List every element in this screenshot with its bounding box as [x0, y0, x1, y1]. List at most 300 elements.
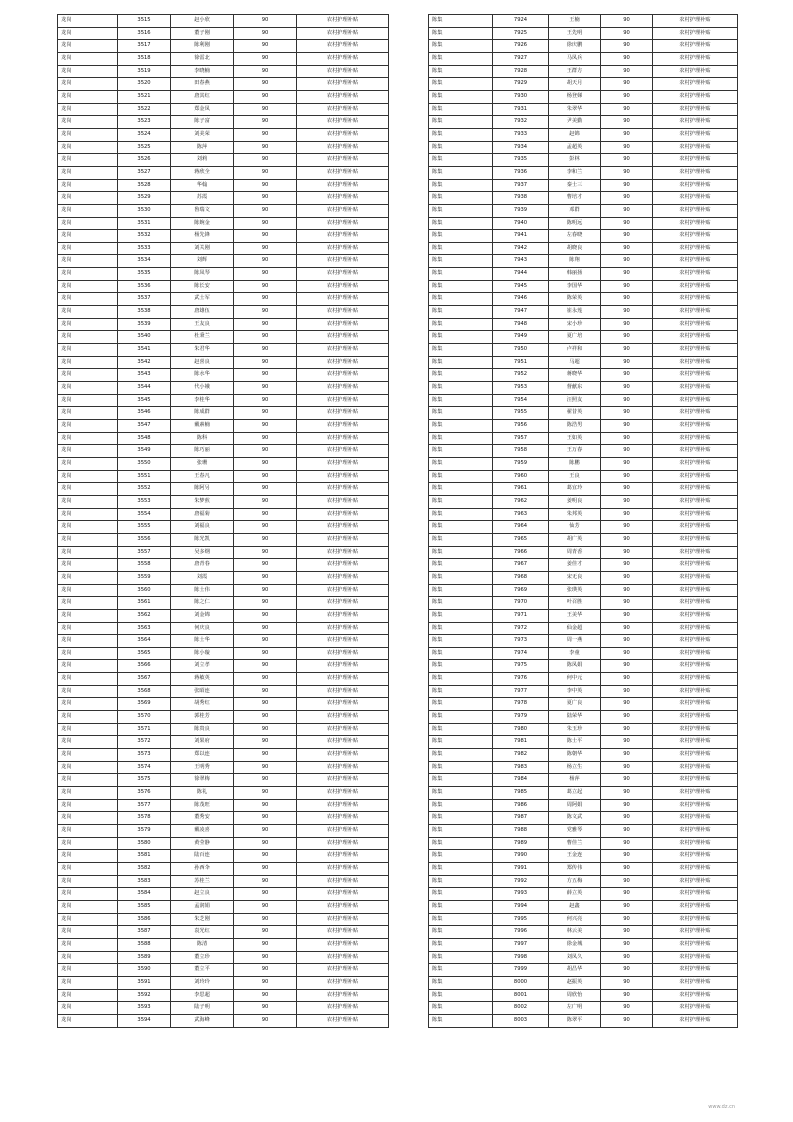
- right-table-row: [429, 280, 738, 293]
- name-cell: 鲁瑞文: [171, 204, 234, 217]
- right-table-row: [429, 483, 738, 496]
- amount-cell: 90: [234, 344, 297, 357]
- left-table-row: [58, 609, 389, 622]
- subsidy-type-cell: 农村护理补贴: [653, 926, 738, 939]
- amount-cell: 90: [234, 268, 297, 281]
- right-table-row: [429, 850, 738, 863]
- name-cell: 蒋敏英: [171, 673, 234, 686]
- left-table-row: [58, 293, 389, 306]
- name-cell: 夏广培: [549, 331, 601, 344]
- serial-number-cell: 3535: [118, 268, 171, 281]
- right-table-row: [429, 116, 738, 129]
- amount-cell: 90: [234, 382, 297, 395]
- subsidy-type-cell: 农村护理补贴: [297, 913, 389, 926]
- serial-number-cell: 7941: [493, 230, 549, 243]
- amount-cell: 90: [601, 204, 653, 217]
- subsidy-type-cell: 农村护理补贴: [297, 293, 389, 306]
- district-cell: 龙岗: [58, 787, 118, 800]
- district-cell: 龙岗: [58, 166, 118, 179]
- amount-cell: 90: [601, 951, 653, 964]
- serial-number-cell: 7945: [493, 280, 549, 293]
- district-cell: 龙岗: [58, 799, 118, 812]
- subsidy-type-cell: 农村护理补贴: [297, 166, 389, 179]
- subsidy-type-cell: 农村护理补贴: [297, 306, 389, 319]
- district-cell: 陈集: [429, 571, 493, 584]
- amount-cell: 90: [601, 27, 653, 40]
- right-table-row: [429, 1002, 738, 1015]
- district-cell: 陈集: [429, 15, 493, 28]
- amount-cell: 90: [234, 457, 297, 470]
- serial-number-cell: 7999: [493, 964, 549, 977]
- district-cell: 陈集: [429, 951, 493, 964]
- subsidy-type-cell: 农村护理补贴: [653, 635, 738, 648]
- name-cell: 何中元: [549, 673, 601, 686]
- subsidy-type-cell: 农村护理补贴: [297, 521, 389, 534]
- name-cell: 田春燕: [171, 78, 234, 91]
- district-cell: 陈集: [429, 166, 493, 179]
- subsidy-type-cell: 农村护理补贴: [653, 65, 738, 78]
- serial-number-cell: 3580: [118, 837, 171, 850]
- left-table-row: [58, 1002, 389, 1015]
- serial-number-cell: 3517: [118, 40, 171, 53]
- amount-cell: 90: [234, 951, 297, 964]
- amount-cell: 90: [234, 255, 297, 268]
- serial-number-cell: 3578: [118, 812, 171, 825]
- district-cell: 陈集: [429, 888, 493, 901]
- amount-cell: 90: [234, 65, 297, 78]
- amount-cell: 90: [601, 850, 653, 863]
- serial-number-cell: 7938: [493, 192, 549, 205]
- district-cell: 龙岗: [58, 774, 118, 787]
- amount-cell: 90: [601, 192, 653, 205]
- left-table-row: [58, 280, 389, 293]
- name-cell: 陈翠平: [549, 1014, 601, 1027]
- subsidy-type-cell: 农村护理补贴: [297, 799, 389, 812]
- amount-cell: 90: [601, 318, 653, 331]
- amount-cell: 90: [601, 382, 653, 395]
- serial-number-cell: 3527: [118, 166, 171, 179]
- subsidy-type-cell: 农村护理补贴: [297, 635, 389, 648]
- amount-cell: 90: [234, 862, 297, 875]
- serial-number-cell: 3552: [118, 483, 171, 496]
- right-table-row: [429, 888, 738, 901]
- amount-cell: 90: [601, 116, 653, 129]
- district-cell: 龙岗: [58, 331, 118, 344]
- subsidy-type-cell: 农村护理补贴: [653, 457, 738, 470]
- name-cell: 苏霞: [171, 192, 234, 205]
- subsidy-type-cell: 农村护理补贴: [653, 521, 738, 534]
- district-cell: 陈集: [429, 40, 493, 53]
- serial-number-cell: 7987: [493, 812, 549, 825]
- name-cell: 李思超: [171, 989, 234, 1002]
- subsidy-type-cell: 农村护理补贴: [297, 154, 389, 167]
- district-cell: 龙岗: [58, 255, 118, 268]
- district-cell: 陈集: [429, 787, 493, 800]
- serial-number-cell: 7954: [493, 394, 549, 407]
- serial-number-cell: 7950: [493, 344, 549, 357]
- serial-number-cell: 3584: [118, 888, 171, 901]
- amount-cell: 90: [601, 394, 653, 407]
- left-table-row: [58, 546, 389, 559]
- serial-number-cell: 3583: [118, 875, 171, 888]
- right-table-row: [429, 407, 738, 420]
- subsidy-type-cell: 农村护理补贴: [653, 420, 738, 433]
- left-table-row: [58, 951, 389, 964]
- left-table-row: [58, 90, 389, 103]
- serial-number-cell: 7925: [493, 27, 549, 40]
- right-table-row: [429, 673, 738, 686]
- subsidy-type-cell: 农村护理补贴: [653, 242, 738, 255]
- subsidy-type-cell: 农村护理补贴: [653, 900, 738, 913]
- district-cell: 龙岗: [58, 622, 118, 635]
- amount-cell: 90: [601, 647, 653, 660]
- amount-cell: 90: [601, 584, 653, 597]
- serial-number-cell: 3591: [118, 976, 171, 989]
- amount-cell: 90: [601, 521, 653, 534]
- serial-number-cell: 7953: [493, 382, 549, 395]
- name-cell: 董立珍: [171, 951, 234, 964]
- subsidy-type-cell: 农村护理补贴: [653, 179, 738, 192]
- serial-number-cell: 3576: [118, 787, 171, 800]
- right-table-row: [429, 812, 738, 825]
- amount-cell: 90: [601, 306, 653, 319]
- subsidy-type-cell: 农村护理补贴: [653, 812, 738, 825]
- serial-number-cell: 7924: [493, 15, 549, 28]
- district-cell: 龙岗: [58, 761, 118, 774]
- serial-number-cell: 3530: [118, 204, 171, 217]
- serial-number-cell: 3546: [118, 407, 171, 420]
- serial-number-cell: 3550: [118, 457, 171, 470]
- name-cell: 李桂华: [171, 394, 234, 407]
- left-table-row: [58, 989, 389, 1002]
- district-cell: 龙岗: [58, 495, 118, 508]
- subsidy-type-cell: 农村护理补贴: [297, 609, 389, 622]
- name-cell: 孟润娟: [171, 900, 234, 913]
- amount-cell: 90: [234, 635, 297, 648]
- district-cell: 龙岗: [58, 432, 118, 445]
- serial-number-cell: 7959: [493, 457, 549, 470]
- amount-cell: 90: [234, 356, 297, 369]
- name-cell: 徐翠梅: [171, 774, 234, 787]
- left-table-row: [58, 533, 389, 546]
- amount-cell: 90: [601, 546, 653, 559]
- district-cell: 龙岗: [58, 1014, 118, 1027]
- name-cell: 唐福菊: [171, 508, 234, 521]
- right-table-row: [429, 78, 738, 91]
- serial-number-cell: 7949: [493, 331, 549, 344]
- district-cell: 龙岗: [58, 217, 118, 230]
- left-table-row: [58, 900, 389, 913]
- serial-number-cell: 3519: [118, 65, 171, 78]
- serial-number-cell: 3526: [118, 154, 171, 167]
- serial-number-cell: 8000: [493, 976, 549, 989]
- name-cell: 王先明: [549, 27, 601, 40]
- amount-cell: 90: [234, 533, 297, 546]
- district-cell: 陈集: [429, 926, 493, 939]
- subsidy-type-cell: 农村护理补贴: [297, 255, 389, 268]
- right-table-row: [429, 369, 738, 382]
- serial-number-cell: 7936: [493, 166, 549, 179]
- district-cell: 龙岗: [58, 850, 118, 863]
- district-cell: 陈集: [429, 331, 493, 344]
- subsidy-type-cell: 农村护理补贴: [653, 1002, 738, 1015]
- subsidy-type-cell: 农村护理补贴: [297, 470, 389, 483]
- subsidy-type-cell: 农村护理补贴: [653, 103, 738, 116]
- left-table-row: [58, 331, 389, 344]
- name-cell: 李童: [549, 647, 601, 660]
- right-table-row: [429, 318, 738, 331]
- district-cell: 陈集: [429, 344, 493, 357]
- district-cell: 龙岗: [58, 40, 118, 53]
- serial-number-cell: 3533: [118, 242, 171, 255]
- district-cell: 龙岗: [58, 711, 118, 724]
- district-cell: 龙岗: [58, 1002, 118, 1015]
- amount-cell: 90: [601, 217, 653, 230]
- amount-cell: 90: [234, 825, 297, 838]
- name-cell: 韩丽扬: [549, 268, 601, 281]
- district-cell: 龙岗: [58, 900, 118, 913]
- district-cell: 陈集: [429, 217, 493, 230]
- name-cell: 杨萍: [549, 774, 601, 787]
- name-cell: 唐雄伍: [171, 306, 234, 319]
- name-cell: 王群方: [549, 65, 601, 78]
- amount-cell: 90: [234, 584, 297, 597]
- name-cell: 陈婉金: [171, 217, 234, 230]
- subsidy-type-cell: 农村护理补贴: [653, 166, 738, 179]
- amount-cell: 90: [234, 787, 297, 800]
- district-cell: 陈集: [429, 27, 493, 40]
- district-cell: 陈集: [429, 900, 493, 913]
- amount-cell: 90: [234, 293, 297, 306]
- subsidy-type-cell: 农村护理补贴: [297, 217, 389, 230]
- right-table-row: [429, 230, 738, 243]
- name-cell: 陈贵良: [171, 723, 234, 736]
- amount-cell: 90: [601, 749, 653, 762]
- right-table-row: [429, 331, 738, 344]
- left-table-row: [58, 15, 389, 28]
- amount-cell: 90: [234, 280, 297, 293]
- name-cell: 周欣怡: [549, 989, 601, 1002]
- right-table-row: [429, 15, 738, 28]
- subsidy-type-cell: 农村护理补贴: [297, 837, 389, 850]
- serial-number-cell: 7965: [493, 533, 549, 546]
- name-cell: 张瑛英: [549, 584, 601, 597]
- serial-number-cell: 3539: [118, 318, 171, 331]
- right-table-row: [429, 52, 738, 65]
- name-cell: 葛立起: [549, 787, 601, 800]
- district-cell: 龙岗: [58, 888, 118, 901]
- right-table-row: [429, 685, 738, 698]
- serial-number-cell: 7940: [493, 217, 549, 230]
- serial-number-cell: 8002: [493, 1002, 549, 1015]
- subsidy-type-cell: 农村护理补贴: [297, 774, 389, 787]
- district-cell: 龙岗: [58, 204, 118, 217]
- left-table-row: [58, 154, 389, 167]
- amount-cell: 90: [601, 255, 653, 268]
- district-cell: 陈集: [429, 318, 493, 331]
- left-table-row: [58, 685, 389, 698]
- subsidy-type-cell: 农村护理补贴: [653, 394, 738, 407]
- serial-number-cell: 7972: [493, 622, 549, 635]
- right-table-row: [429, 559, 738, 572]
- serial-number-cell: 7933: [493, 128, 549, 141]
- serial-number-cell: 3581: [118, 850, 171, 863]
- subsidy-type-cell: 农村护理补贴: [653, 622, 738, 635]
- serial-number-cell: 3541: [118, 344, 171, 357]
- right-table-row: [429, 647, 738, 660]
- amount-cell: 90: [234, 495, 297, 508]
- name-cell: 陈水华: [171, 369, 234, 382]
- serial-number-cell: 3542: [118, 356, 171, 369]
- watermark-text: www.dz.cn: [708, 1104, 735, 1110]
- amount-cell: 90: [601, 533, 653, 546]
- left-table-row: [58, 938, 389, 951]
- serial-number-cell: 3566: [118, 660, 171, 673]
- serial-number-cell: 8001: [493, 989, 549, 1002]
- district-cell: 陈集: [429, 647, 493, 660]
- subsidy-type-cell: 农村护理补贴: [297, 926, 389, 939]
- right-table-row: [429, 723, 738, 736]
- name-cell: 朱芝刚: [171, 913, 234, 926]
- subsidy-type-cell: 农村护理补贴: [653, 888, 738, 901]
- subsidy-type-cell: 农村护理补贴: [653, 116, 738, 129]
- left-table-row: [58, 445, 389, 458]
- subsidy-type-cell: 农村护理补贴: [653, 407, 738, 420]
- serial-number-cell: 7928: [493, 65, 549, 78]
- district-cell: 陈集: [429, 989, 493, 1002]
- left-table-row: [58, 926, 389, 939]
- district-cell: 龙岗: [58, 103, 118, 116]
- subsidy-type-cell: 农村护理补贴: [297, 875, 389, 888]
- left-table-row: [58, 268, 389, 281]
- district-cell: 龙岗: [58, 723, 118, 736]
- amount-cell: 90: [234, 306, 297, 319]
- name-cell: 武海峰: [171, 1014, 234, 1027]
- amount-cell: 90: [601, 926, 653, 939]
- amount-cell: 90: [601, 673, 653, 686]
- subsidy-type-cell: 农村护理补贴: [653, 938, 738, 951]
- left-table-row: [58, 394, 389, 407]
- district-cell: 龙岗: [58, 951, 118, 964]
- amount-cell: 90: [601, 457, 653, 470]
- district-cell: 龙岗: [58, 230, 118, 243]
- serial-number-cell: 3564: [118, 635, 171, 648]
- right-table-row: [429, 711, 738, 724]
- subsidy-type-cell: 农村护理补贴: [653, 723, 738, 736]
- name-cell: 刘玲玲: [171, 976, 234, 989]
- left-table-row: [58, 711, 389, 724]
- serial-number-cell: 3569: [118, 698, 171, 711]
- name-cell: 陈凤琴: [171, 268, 234, 281]
- subsidy-type-cell: 农村护理补贴: [297, 938, 389, 951]
- district-cell: 陈集: [429, 356, 493, 369]
- amount-cell: 90: [234, 230, 297, 243]
- name-cell: 徐庆鹏: [549, 40, 601, 53]
- subsidy-type-cell: 农村护理补贴: [297, 204, 389, 217]
- serial-number-cell: 3528: [118, 179, 171, 192]
- name-cell: 方五梅: [549, 875, 601, 888]
- amount-cell: 90: [234, 420, 297, 433]
- name-cell: 陈士伟: [171, 584, 234, 597]
- right-table-row: [429, 27, 738, 40]
- district-cell: 陈集: [429, 736, 493, 749]
- left-table-row: [58, 749, 389, 762]
- amount-cell: 90: [601, 420, 653, 433]
- serial-number-cell: 7981: [493, 736, 549, 749]
- serial-number-cell: 3531: [118, 217, 171, 230]
- district-cell: 龙岗: [58, 508, 118, 521]
- serial-number-cell: 7931: [493, 103, 549, 116]
- serial-number-cell: 3558: [118, 559, 171, 572]
- name-cell: 杜秉兰: [171, 331, 234, 344]
- amount-cell: 90: [234, 888, 297, 901]
- right-table-row: [429, 837, 738, 850]
- right-table-row: [429, 749, 738, 762]
- subsidy-type-cell: 农村护理补贴: [297, 457, 389, 470]
- name-cell: 蒋欣全: [171, 166, 234, 179]
- amount-cell: 90: [234, 698, 297, 711]
- district-cell: 陈集: [429, 546, 493, 559]
- district-cell: 龙岗: [58, 862, 118, 875]
- subsidy-type-cell: 农村护理补贴: [297, 280, 389, 293]
- subsidy-type-cell: 农村护理补贴: [653, 192, 738, 205]
- district-cell: 陈集: [429, 242, 493, 255]
- name-cell: 葛宜玲: [549, 483, 601, 496]
- amount-cell: 90: [234, 723, 297, 736]
- name-cell: 刘美荣: [171, 128, 234, 141]
- district-cell: 龙岗: [58, 635, 118, 648]
- left-table-row: [58, 78, 389, 91]
- serial-number-cell: 7926: [493, 40, 549, 53]
- name-cell: 郑传伟: [549, 862, 601, 875]
- district-cell: 陈集: [429, 508, 493, 521]
- district-cell: 龙岗: [58, 673, 118, 686]
- name-cell: 唐其红: [171, 90, 234, 103]
- serial-number-cell: 7968: [493, 571, 549, 584]
- name-cell: 杨先锋: [171, 230, 234, 243]
- serial-number-cell: 3543: [118, 369, 171, 382]
- subsidy-type-cell: 农村护理补贴: [297, 103, 389, 116]
- amount-cell: 90: [601, 698, 653, 711]
- right-table-row: [429, 774, 738, 787]
- name-cell: 陈阿另: [171, 483, 234, 496]
- name-cell: 陈清: [171, 938, 234, 951]
- subsidy-type-cell: 农村护理补贴: [653, 647, 738, 660]
- name-cell: 林云美: [549, 926, 601, 939]
- amount-cell: 90: [601, 799, 653, 812]
- amount-cell: 90: [234, 1002, 297, 1015]
- serial-number-cell: 7993: [493, 888, 549, 901]
- district-cell: 龙岗: [58, 369, 118, 382]
- amount-cell: 90: [234, 40, 297, 53]
- name-cell: 陈之仁: [171, 597, 234, 610]
- district-cell: 龙岗: [58, 647, 118, 660]
- amount-cell: 90: [234, 52, 297, 65]
- name-cell: 党雅琴: [549, 825, 601, 838]
- subsidy-type-cell: 农村护理补贴: [297, 736, 389, 749]
- left-table-row: [58, 584, 389, 597]
- district-cell: 陈集: [429, 483, 493, 496]
- district-cell: 陈集: [429, 609, 493, 622]
- name-cell: 郭桂芳: [171, 711, 234, 724]
- district-cell: 龙岗: [58, 483, 118, 496]
- serial-number-cell: 7983: [493, 761, 549, 774]
- serial-number-cell: 3559: [118, 571, 171, 584]
- district-cell: 陈集: [429, 369, 493, 382]
- subsidy-type-cell: 农村护理补贴: [297, 812, 389, 825]
- name-cell: 赵喜良: [171, 356, 234, 369]
- amount-cell: 90: [234, 976, 297, 989]
